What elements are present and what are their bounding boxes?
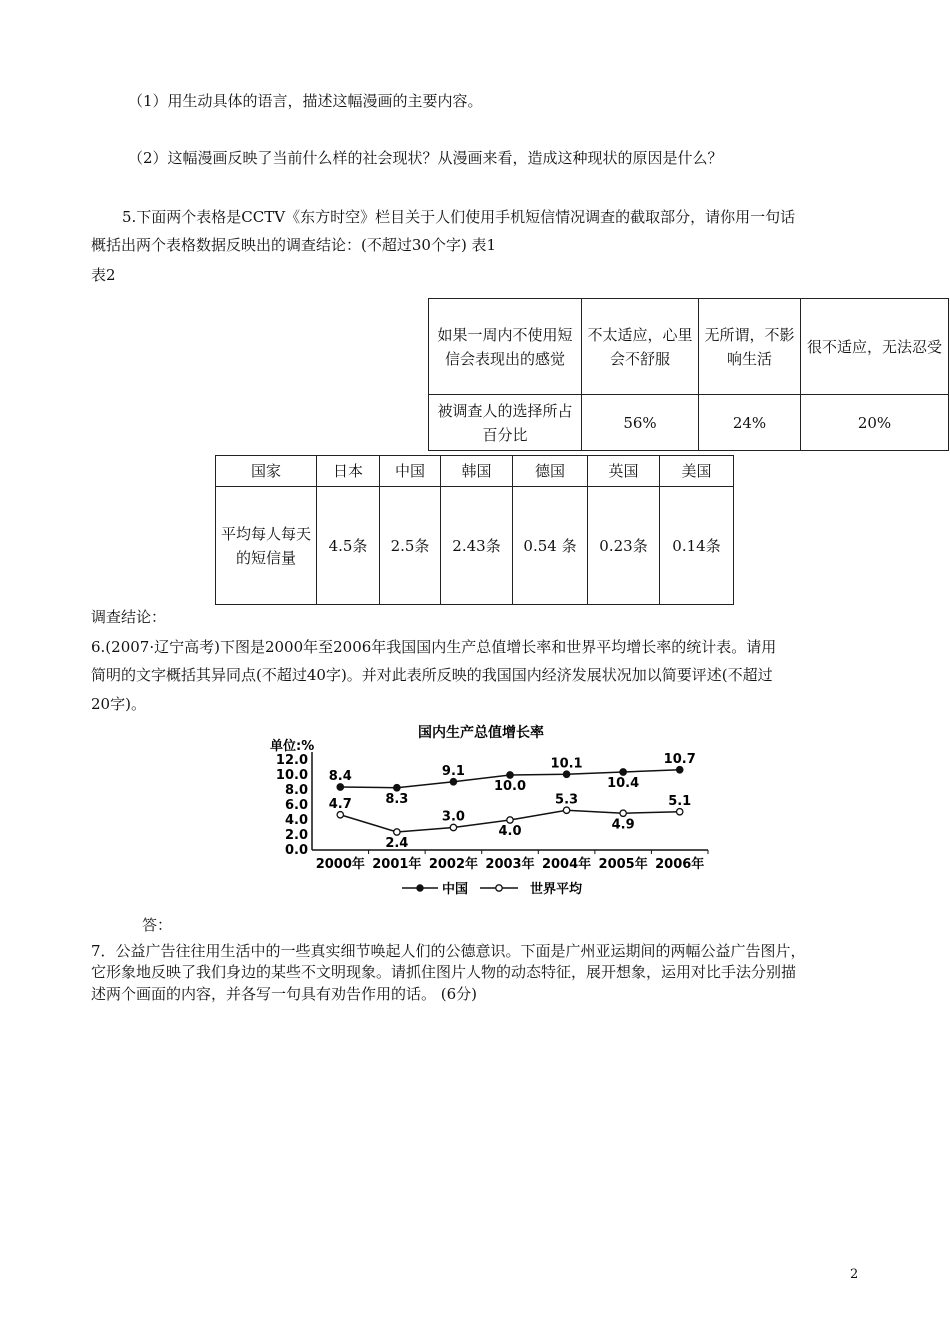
- data-point: [507, 817, 513, 823]
- y-tick-label: 4.0: [284, 813, 308, 828]
- y-tick-label: 2.0: [284, 828, 308, 843]
- table1-row-label: 被调查人的选择所占百分比: [429, 395, 582, 451]
- q6-line1: 6.(2007·辽宁高考)下图是2000年至2006年我国国内生产总值增长率和世界平均增长率的统计表。请用: [91, 638, 777, 656]
- data-label: 4.9: [611, 817, 635, 833]
- data-point: [620, 810, 626, 816]
- table2-cell: 0.23条: [588, 487, 660, 605]
- data-point: [450, 779, 456, 785]
- y-tick-label: 6.0: [284, 798, 308, 813]
- q5-table2-label: 表2: [91, 266, 116, 284]
- q6-line3: 20字)。: [91, 695, 146, 713]
- gdp-growth-chart: [268, 718, 718, 904]
- table1-header-cell: 不太适应，心里会不舒服: [582, 299, 699, 395]
- q5-line1: 5.下面两个表格是CCTV《东方时空》栏目关于人们使用手机短信情况调查的截取部分，请你用一句话: [122, 208, 796, 226]
- q7-line2: 它形象地反映了我们身边的某些不文明现象。请抓住图片人物的动态特征，展开想象，运用对比手法分别描: [91, 963, 797, 981]
- legend-label-world: 世界平均: [530, 882, 583, 897]
- data-label: 4.0: [498, 824, 522, 839]
- legend-marker-world: [496, 885, 502, 891]
- x-tick-label: 2004年: [541, 857, 592, 872]
- data-point: [620, 769, 626, 775]
- table2-header-cell: 日本: [317, 456, 380, 487]
- q5-line2: 概括出两个表格数据反映出的调查结论：(不超过30个字) 表1: [91, 236, 497, 254]
- y-tick-label: 0.0: [284, 843, 308, 858]
- data-point: [677, 809, 683, 815]
- table1: [428, 298, 949, 451]
- data-label: 5.3: [555, 792, 579, 808]
- q4-sub2: （2）这幅漫画反映了当前什么样的社会现状？从漫画来看，造成这种现状的原因是什么？: [128, 149, 723, 167]
- table1-cell: 20%: [801, 395, 949, 451]
- q7-line3: 述两个画面的内容，并各写一句具有劝告作用的话。 (6分): [91, 985, 478, 1003]
- y-tick-label: 12.0: [275, 753, 308, 768]
- table2-header-cell: 德国: [513, 456, 588, 487]
- table1-header-cell: 无所谓，不影响生活: [699, 299, 801, 395]
- data-label: 10.4: [607, 776, 640, 791]
- data-point: [563, 771, 569, 777]
- x-tick-label: 2003年: [485, 857, 535, 872]
- page-number: 2: [850, 1267, 859, 1282]
- chart-ylabel: 单位:%: [270, 739, 315, 754]
- table2-header-cell: 中国: [380, 456, 441, 487]
- legend-label-china: 中国: [442, 882, 469, 897]
- data-point: [507, 772, 513, 778]
- data-label: 4.7: [328, 796, 352, 812]
- table1-cell: 24%: [699, 395, 801, 451]
- data-point: [677, 767, 683, 773]
- q4-sub1: （1）用生动具体的语言，描述这幅漫画的主要内容。: [128, 92, 483, 110]
- data-point: [394, 829, 400, 835]
- data-point: [450, 824, 456, 830]
- data-label: 3.0: [441, 809, 465, 825]
- data-label: 8.3: [385, 791, 409, 807]
- table2: [215, 455, 734, 605]
- table1-cell: 56%: [582, 395, 699, 451]
- table2-header-cell: 英国: [588, 456, 660, 487]
- data-point: [337, 784, 343, 790]
- q6-line2: 简明的文字概括其异同点(不超过40字)。并对此表所反映的我国国内经济发展状况加以简要评述(不超过: [91, 666, 773, 684]
- y-tick-label: 10.0: [275, 768, 308, 783]
- x-tick-label: 2005年: [598, 857, 648, 872]
- data-point: [563, 807, 569, 813]
- table2-cell: 4.5条: [317, 487, 380, 605]
- q5-conclusion: 调查结论：: [91, 608, 167, 626]
- x-tick-label: 2001年: [372, 857, 422, 872]
- table1-header-cell: 很不适应，无法忍受: [801, 299, 949, 395]
- table2-header-cell: 韩国: [441, 456, 513, 487]
- chart-title: 国内生产总值增长率: [418, 725, 544, 741]
- legend-marker-china: [417, 885, 423, 891]
- table2-cell: 0.14条: [660, 487, 734, 605]
- data-label: 9.1: [441, 763, 465, 779]
- y-tick-label: 8.0: [284, 783, 308, 798]
- table2-cell: 2.5条: [380, 487, 441, 605]
- table2-cell: 2.43条: [441, 487, 513, 605]
- data-point: [394, 785, 400, 791]
- x-tick-label: 2000年: [315, 857, 365, 872]
- q6-answer: 答：: [142, 916, 173, 934]
- table2-cell: 0.54 条: [513, 487, 588, 605]
- data-label: 8.4: [328, 769, 352, 784]
- data-label: 10.0: [493, 779, 527, 794]
- x-tick-label: 2002年: [428, 857, 479, 872]
- data-label: 10.1: [550, 756, 583, 772]
- table1-header-cell: 如果一周内不使用短信会表现出的感觉: [429, 299, 582, 395]
- table2-row-label: 平均每人每天的短信量: [216, 487, 317, 605]
- data-label: 10.7: [663, 751, 696, 767]
- table2-header-cell: 国家: [216, 456, 317, 487]
- data-label: 5.1: [668, 793, 692, 809]
- q7-line1: 7．公益广告往往用生活中的一些真实细节唤起人们的公德意识。下面是广州亚运期间的两幅公益广告图片，: [91, 942, 806, 960]
- x-tick-label: 2006年: [655, 857, 705, 872]
- data-point: [337, 812, 343, 818]
- table2-header-cell: 美国: [660, 456, 734, 487]
- data-label: 2.4: [385, 836, 409, 851]
